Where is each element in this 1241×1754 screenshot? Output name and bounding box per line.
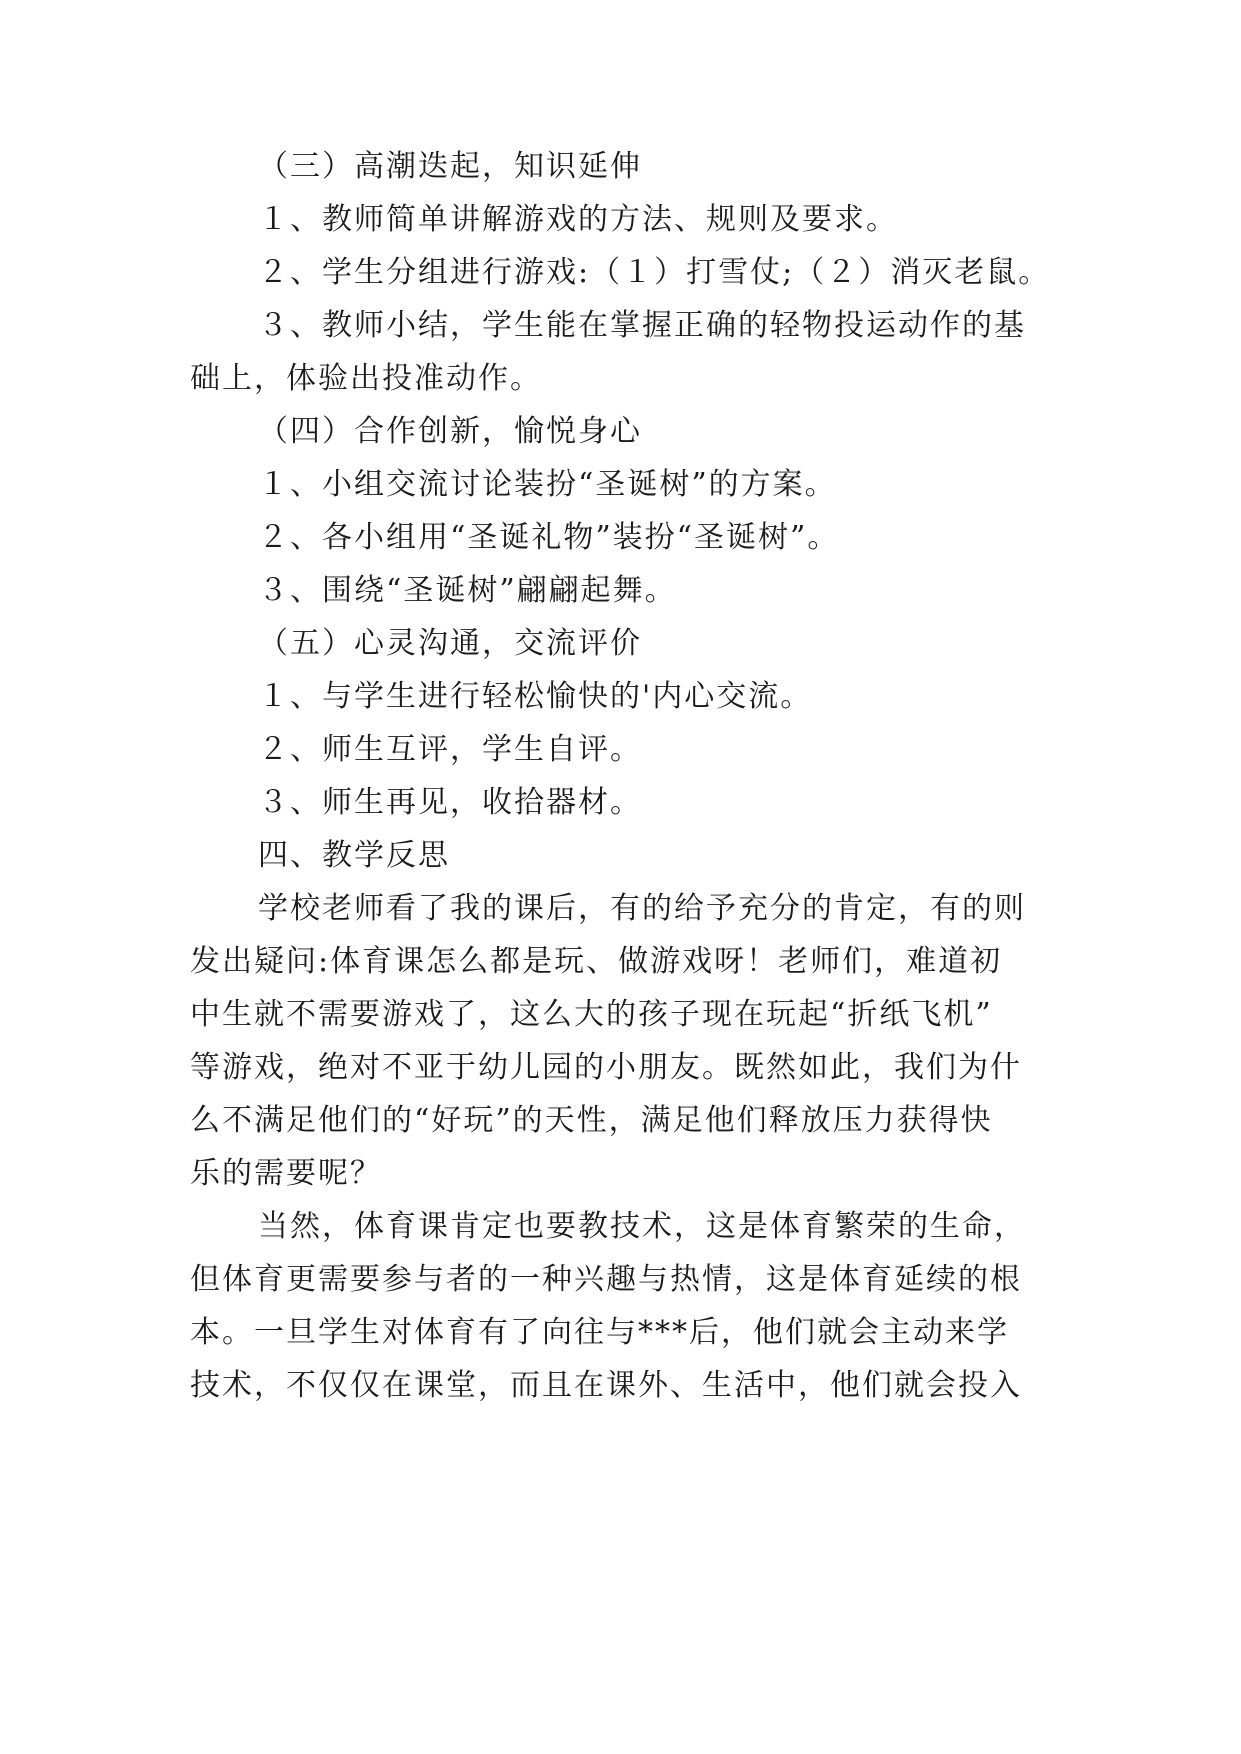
paragraph-line: 础上，体验出投准动作。	[190, 361, 542, 396]
section-heading-5: （五）心灵沟通，交流评价	[258, 626, 642, 661]
paragraph-line: １、小组交流讨论装扮“圣诞树”的方案。	[258, 467, 837, 502]
paragraph-line: 么不满足他们的“好玩”的天性，满足他们释放压力获得快	[190, 1103, 993, 1138]
paragraph-line: ３、师生再见，收拾器材。	[258, 785, 642, 820]
paragraph-line: ２、各小组用“圣诞礼物”装扮“圣诞树”。	[258, 520, 840, 555]
paragraph-line: １、与学生进行轻松愉快的'内心交流。	[258, 679, 813, 714]
paragraph-line: 技术，不仅仅在课堂，而且在课外、生活中，他们就会投入	[190, 1368, 1022, 1403]
section-heading-3: （三）高潮迭起，知识延伸	[258, 149, 642, 184]
paragraph-line: 等游戏，绝对不亚于幼儿园的小朋友。既然如此，我们为什	[190, 1050, 1022, 1085]
paragraph-line: ２、师生互评，学生自评。	[258, 732, 642, 767]
paragraph-line: 本。一旦学生对体育有了向往与***后，他们就会主动来学	[190, 1315, 1009, 1350]
paragraph-line: ３、围绕“圣诞树”翩翩起舞。	[258, 573, 677, 608]
paragraph-line: ２、学生分组进行游戏:（１）打雪仗;（２）消灭老鼠。	[258, 255, 1051, 290]
paragraph-line: 乐的需要呢？	[190, 1156, 382, 1191]
paragraph-line: 但体育更需要参与者的一种兴趣与热情，这是体育延续的根	[190, 1262, 1022, 1297]
section-heading-4: （四）合作创新，愉悦身心	[258, 414, 642, 449]
paragraph-line: 当然，体育课肯定也要教技术，这是体育繁荣的生命，	[258, 1209, 1026, 1244]
paragraph-line: 中生就不需要游戏了，这么大的孩子现在玩起“折纸飞机”	[190, 997, 993, 1032]
paragraph-line: 发出疑问:体育课怎么都是玩、做游戏呀！老师们，难道初	[190, 944, 1003, 979]
section-heading-reflection: 四、教学反思	[258, 838, 450, 873]
paragraph-line: １、教师简单讲解游戏的方法、规则及要求。	[258, 202, 898, 237]
paragraph-line: 学校老师看了我的课后，有的给予充分的肯定，有的则	[258, 891, 1026, 926]
paragraph-line: ３、教师小结，学生能在掌握正确的轻物投运动作的基	[258, 308, 1026, 343]
